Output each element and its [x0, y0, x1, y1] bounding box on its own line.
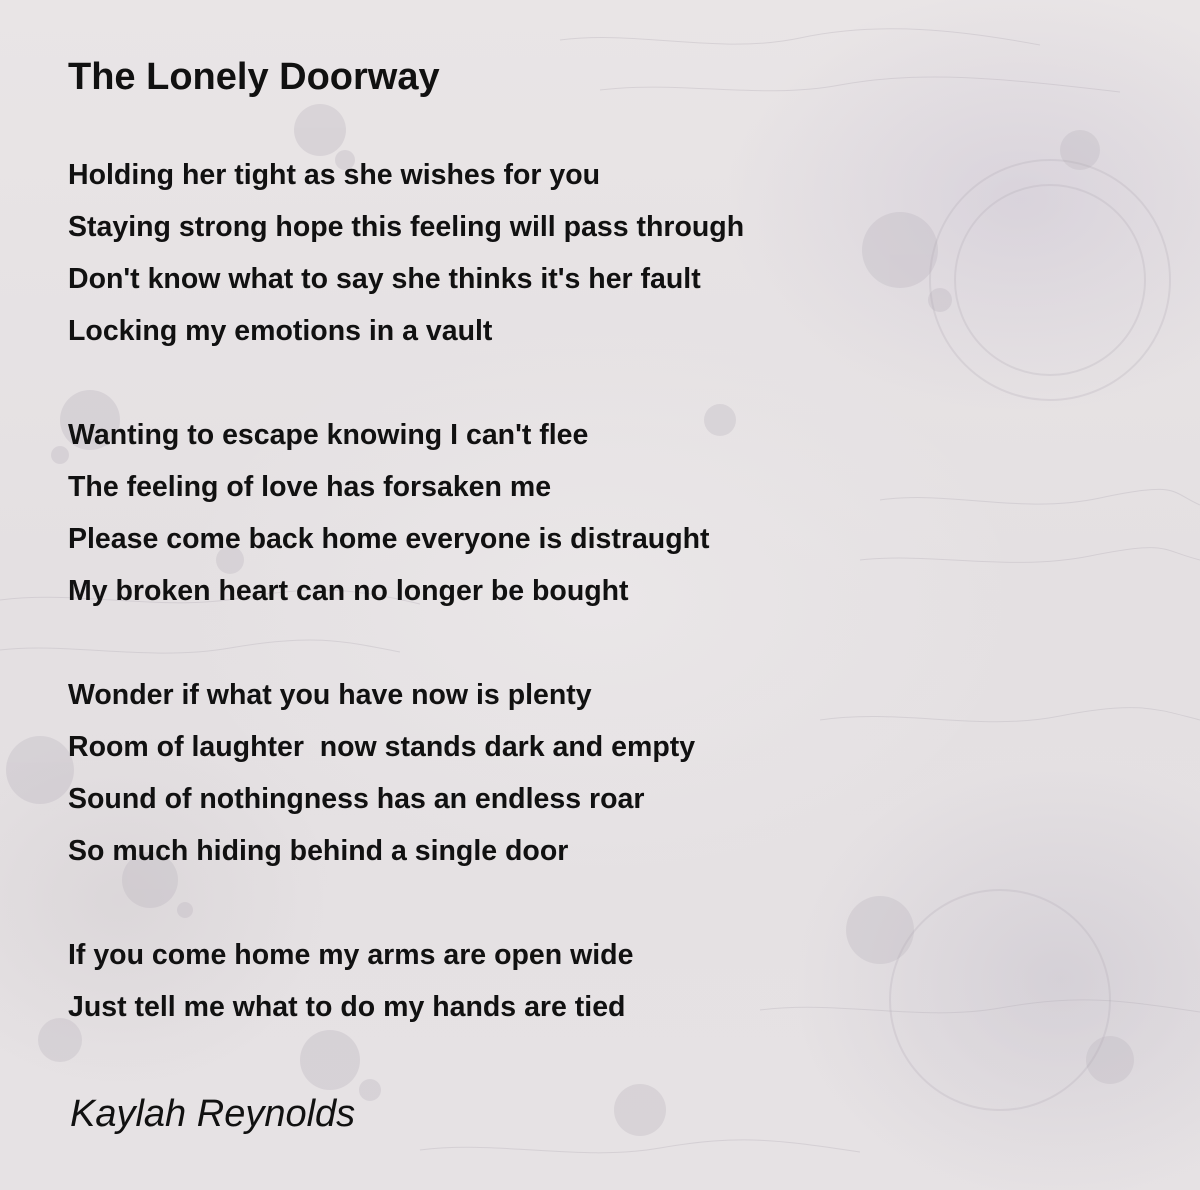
poem-author: Kaylah Reynolds [70, 1093, 356, 1135]
poem-line: Please come back home everyone is distraught [68, 523, 710, 555]
poem-line: So much hiding behind a single door [68, 835, 569, 867]
poem-line: Just tell me what to do my hands are tied [68, 991, 626, 1023]
poem-line: Sound of nothingness has an endless roar [68, 783, 645, 815]
stanza-4 [68, 929, 1168, 1033]
poem-line: The feeling of love has forsaken me [68, 471, 552, 503]
poem-line: My broken heart can no longer be bought [68, 575, 629, 607]
poem-line: Wanting to escape knowing I can't flee [68, 419, 589, 451]
stanza-1 [68, 149, 1168, 357]
poem-line: If you come home my arms are open wide [68, 939, 634, 971]
poem-line: Don't know what to say she thinks it's her fault [68, 263, 701, 295]
poem-line: Wonder if what you have now is plenty [68, 679, 592, 711]
poem-body [68, 149, 1168, 1085]
stanza-2 [68, 409, 1168, 617]
poem-line: Staying strong hope this feeling will pass through [68, 211, 745, 243]
poem-line: Room of laughter now stands dark and empty [68, 731, 696, 763]
poem-title: The Lonely Doorway [68, 56, 440, 98]
stanza-3 [68, 669, 1168, 877]
poem-line: Locking my emotions in a vault [68, 315, 493, 347]
poem-line: Holding her tight as she wishes for you [68, 159, 601, 191]
